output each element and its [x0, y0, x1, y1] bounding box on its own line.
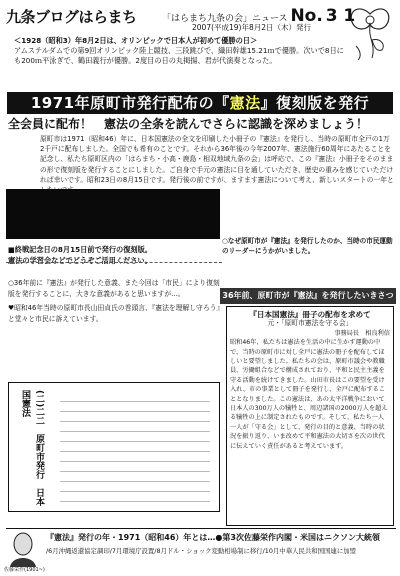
divider [6, 262, 222, 263]
banner-suffix: 』復刻版を発行 [260, 94, 370, 112]
essay-title: 『日本国憲法』冊子の配布を求めて [249, 310, 371, 319]
banner-prefix: 1971年原町市発行配布の『 [30, 94, 230, 112]
list-item: ○36年前に『憲法』が発行した意義、また今回は「市民」により復刻版を発行することに、大きな意義があると思いますが…。 [8, 279, 220, 298]
essay-subtitle: 元・「原町市憲法を守る会」 [267, 319, 353, 328]
intro-paragraph: 原町市は1971（昭和46）年に、日本国憲法の全文を印刷した小冊子の『憲法』を発行し、当時の原町市全戸の1万2千戸に配布しました。全国でも希有のことです。それから36年後の今年2007年、憲法施行60周年にあたることを記念し、私たち原町区内の「はらまち・小高・鹿島・相双地域九条の会」は呼応で、この『憲法』小冊子をそのままの形で復刻版を発行することにしました。ご自身で手元の憲法に目を通していただき、歴史の重みを感じていただければ幸いです。昭和23日の8月15日です。発行後の前ですが、ますます憲法について考え、新しいスタートの一年と [40, 135, 394, 184]
promo-line-2: 憲法の学習会などでどうぞご活用ください。 [8, 256, 152, 265]
essay-box [226, 306, 394, 526]
essay-author: 事務局長 相良利信 [334, 329, 390, 337]
issue-number: 3 1 [325, 6, 356, 26]
photo-block [6, 189, 220, 239]
subheadline: 全会員に配布！ 憲法の全条を読んでさらに認識を深めましょう！ [8, 117, 369, 131]
section-strip: 36年前、原町市が『憲法』を発行したいきさつ [220, 288, 396, 304]
notice-headline: ＜1928（昭和3）年8月2日は、オリンピックで日本人が初めて優勝の日＞ [14, 36, 258, 45]
list-item: ♥昭和46年当時の原町市長山田貞氏の巻頭言、『憲法を理解し守ろう』と堂々と市民に訴えています。 [8, 304, 220, 323]
footer-detail: /6月沖縄返還協定調印/7月環境庁設置/8月ドル・ショック変動相場制に移行/10月中華人民共和国国連に加盟 [46, 547, 356, 555]
portrait-caption: 佐藤栄作(1901~) [4, 567, 45, 573]
issue-label: No. [290, 6, 323, 26]
headline-banner [7, 92, 393, 114]
issue-date: 2007(平成19)年8月2日（木）発行 [192, 23, 312, 32]
portrait-illustration [6, 531, 40, 567]
morning-glory-illustration [342, 0, 398, 64]
booklet-text-lines [60, 392, 210, 502]
series-name: 「はらまち九条の会」ニュース [162, 14, 288, 24]
notice-body: アムステルダムでの第9回オリンピック陸上競技、三段跳びで、織田幹雄15.21ｍで優勝。次いで8日にも200ｍ平泳ぎで、鶴田義行が優勝。2度目の日の丸掲揚、君が代演奏となった。 [14, 46, 344, 65]
notice-box [14, 36, 344, 66]
masthead-logo: 九条ブログはらまち [6, 4, 138, 30]
banner-emphasis: 憲法 [229, 94, 261, 112]
footer-headline: 『憲法』発行の年・1971（昭和46）年とは…●第3次佐藤栄作内閣・米国はニクソン大統領 [46, 533, 380, 542]
booklet-title: (二)二二 原町市発行 日本国憲法 [20, 390, 44, 507]
interview-note: ○なぜ原町市が『憲法』を発行したのか、当時の市民運動のリーダーにうかがいました。 [222, 237, 393, 255]
points-list [8, 264, 220, 324]
essay-body: 昭和46年、私たちは憲法を生活の中に生かす運動の中で、当時の原町市に対し全戸に憲法の冊子を配布してほしいと要望しました。私たちの会は、原町市議会や教職員、労働組合などで構成されており、平和と民主主義を守る活動を続けてきました。山田市長はこの要望を受け入れ、市の事業として冊子を発行し、全戸に配布することとなりました。この憲法は、あの太平洋戦争において日本人の300万人の犠牲と、周辺諸国の2000万人を超える犠牲の上に制定されたものです。そして、私たち一人一人が「守る会」として、発行の目的と意義、当時の状況を振り返り、いま改めて平和憲法の大切さを次の世代に伝えていく責任があると考えています。 [230, 339, 388, 450]
promo-line-1: ■終戦記念日の8月15日前で発行の復刻版。 [8, 245, 152, 254]
